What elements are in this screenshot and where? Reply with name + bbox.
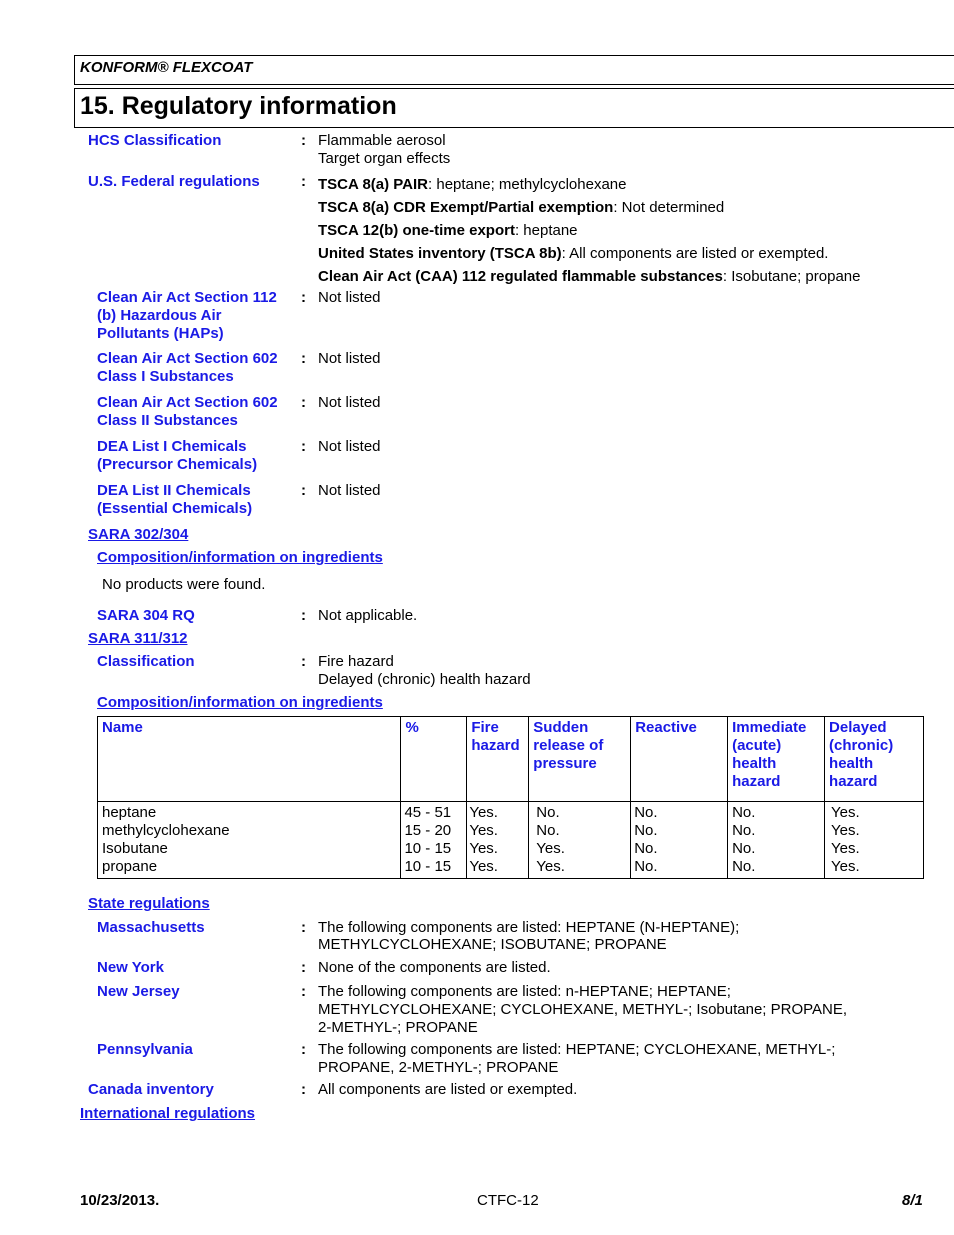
col-header-fire: Fire hazard (467, 717, 529, 802)
canada-inventory-label: Canada inventory (88, 1081, 214, 1098)
section-title: 15. Regulatory information (80, 92, 397, 120)
colon: : (301, 1041, 306, 1058)
international-regulations-heading: International regulations (80, 1105, 256, 1122)
footer-page-number: 8/1 (902, 1192, 923, 1209)
col-header-percent: % (401, 717, 467, 802)
hcs-value: Target organ effects (318, 150, 451, 167)
colon: : (301, 438, 306, 455)
massachusetts-label: Massachusetts (97, 919, 205, 936)
caa112-value: Not listed (318, 289, 381, 306)
sara311-composition-heading: Composition/information on ingredients (97, 694, 383, 711)
colon: : (301, 959, 306, 976)
colon: : (301, 350, 306, 367)
colon: : (301, 1081, 306, 1098)
cell-immediate: No. No. No. No. (728, 802, 825, 879)
caa602-class2-label: Clean Air Act Section 602 Class II Substances (97, 394, 278, 429)
cell-percent: 45 - 51 15 - 20 10 - 15 10 - 15 (401, 802, 467, 879)
classification-values: Fire hazard Delayed (chronic) health hazard (318, 653, 531, 688)
footer-code: CTFC-12 (477, 1192, 539, 1209)
caa602-class1-label: Clean Air Act Section 602 Class I Substances (97, 350, 278, 385)
sara-ingredients-table (97, 716, 924, 879)
federal-label: U.S. Federal regulations (88, 173, 260, 190)
col-header-sudden: Sudden release of pressure (529, 717, 631, 802)
colon: : (301, 173, 306, 190)
hcs-label: HCS Classification (88, 132, 222, 149)
colon: : (301, 132, 306, 149)
dea-list2-label: DEA List II Chemicals (Essential Chemicals) (97, 482, 253, 517)
new-jersey-value: The following components are listed: n-HEPTANE; HEPTANE; METHYLCYCLOHEXANE; CYCLOHEXANE, METHYL-; Isobutane; PROPANE, 2-METHYL-; PROPANE (318, 983, 848, 1036)
federal-item: TSCA 8(a) PAIR: heptane; methylcyclohexane (318, 176, 627, 193)
table-header-row (98, 717, 924, 802)
sara304-label: SARA 304 RQ (97, 607, 195, 624)
canada-inventory-value: All components are listed or exempted. (318, 1081, 578, 1098)
colon: : (301, 607, 306, 624)
state-regulations-heading: State regulations (88, 895, 210, 912)
hcs-value: Flammable aerosol (318, 132, 446, 149)
product-name: KONFORM® FLEXCOAT (80, 59, 253, 76)
sara302-heading: SARA 302/304 (88, 526, 189, 543)
dea-list1-value: Not listed (318, 438, 381, 455)
colon: : (301, 919, 306, 936)
federal-item: Clean Air Act (CAA) 112 regulated flammable substances: Isobutane; propane (318, 268, 861, 285)
caa602-class2-value: Not listed (318, 394, 381, 411)
new-york-label: New York (97, 959, 164, 976)
pennsylvania-value: The following components are listed: HEPTANE; CYCLOHEXANE, METHYL-; PROPANE, 2-METHYL-; PROPANE (318, 1041, 836, 1076)
dea-list1-label: DEA List I Chemicals (Precursor Chemicals) (97, 438, 258, 473)
table-row (98, 802, 924, 879)
hcs-values (318, 132, 450, 168)
federal-item: TSCA 12(b) one-time export: heptane (318, 222, 578, 239)
cell-sudden: No. No. Yes. Yes. (529, 802, 631, 879)
cell-delayed: Yes. Yes. Yes. Yes. (825, 802, 924, 879)
federal-item: TSCA 8(a) CDR Exempt/Partial exemption: Not determined (318, 199, 725, 216)
sara302-composition-heading: Composition/information on ingredients (97, 549, 383, 566)
footer-date: 10/23/2013. (80, 1192, 160, 1209)
col-header-immediate: Immediate (acute) health hazard (728, 717, 825, 802)
new-york-value: None of the components are listed. (318, 959, 551, 976)
sara304-value: Not applicable. (318, 607, 418, 624)
col-header-reactive: Reactive (631, 717, 728, 802)
federal-items (318, 173, 860, 288)
no-products-text: No products were found. (102, 576, 266, 593)
cell-fire: Yes. Yes. Yes. Yes. (467, 802, 529, 879)
sara311-heading: SARA 311/312 (88, 630, 188, 647)
colon: : (301, 653, 306, 670)
cell-reactive: No. No. No. No. (631, 802, 728, 879)
caa602-class1-value: Not listed (318, 350, 381, 367)
massachusetts-value: The following components are listed: HEPTANE (N-HEPTANE); METHYLCYCLOHEXANE; ISOBUTANE; PROPANE (318, 919, 740, 953)
pennsylvania-label: Pennsylvania (97, 1041, 193, 1058)
col-header-name: Name (98, 717, 401, 802)
new-jersey-label: New Jersey (97, 983, 180, 1000)
colon: : (301, 482, 306, 499)
caa112-label: Clean Air Act Section 112 (b) Hazardous Air Pollutants (HAPs) (97, 289, 277, 342)
classification-label: Classification (97, 653, 195, 670)
cell-names: heptane methylcyclohexane Isobutane propane (98, 802, 401, 879)
federal-item: United States inventory (TSCA 8b): All components are listed or exempted. (318, 245, 829, 262)
colon: : (301, 289, 306, 306)
col-header-delayed: Delayed (chronic) health hazard (825, 717, 924, 802)
colon: : (301, 983, 306, 1000)
colon: : (301, 394, 306, 411)
dea-list2-value: Not listed (318, 482, 381, 499)
